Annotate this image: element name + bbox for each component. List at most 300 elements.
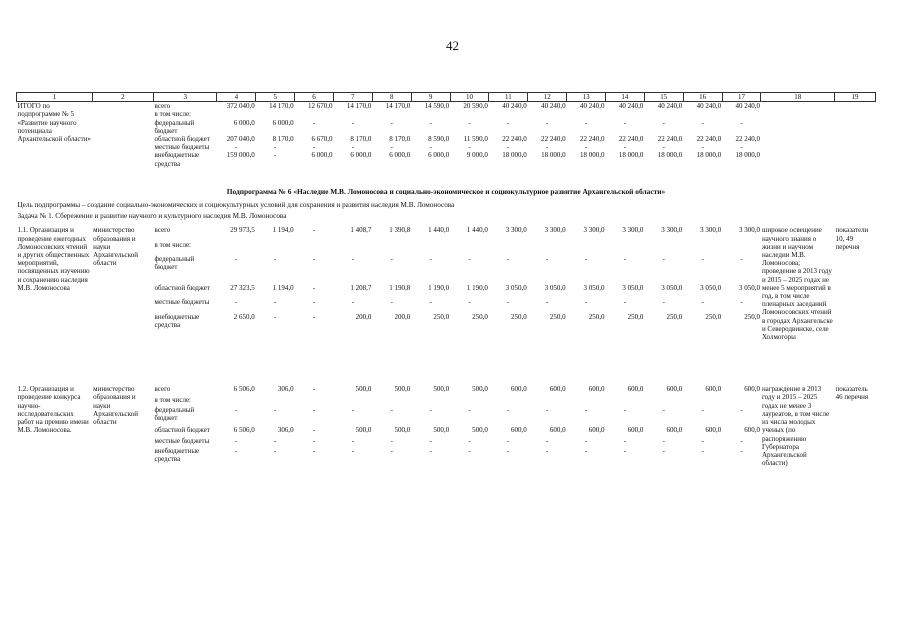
- value-cell: -: [584, 118, 588, 127]
- value-cell: -: [274, 405, 277, 414]
- value-cell: 1 190,8: [389, 283, 411, 292]
- value-cell: -: [274, 151, 277, 160]
- source-cell: внебюджетные средства: [154, 312, 200, 329]
- result-cell: награждение в 2013 году и 2015 – 2025 годах не менее 3 лауреатов, в том числе из числа молодых ученых (по распоряжению Губернатора Архангельской области): [761, 385, 830, 468]
- header-cell: 11: [489, 93, 528, 102]
- value-cell: -: [351, 118, 355, 127]
- value-cell: -: [507, 436, 510, 445]
- value-cell: -: [623, 436, 627, 445]
- value-cell: -: [390, 446, 393, 455]
- value-cell: 1 190,0: [428, 283, 450, 292]
- value-cell: 600,0: [588, 385, 605, 394]
- value-cell: [256, 110, 295, 118]
- value-cell: [683, 241, 722, 255]
- table-row: [17, 102, 876, 111]
- activity-name: 1.2. Организация и проведение конкурса научно-исследовательских работ на премию имени М.В. Ломоносова.: [17, 385, 89, 435]
- activity-name: 1.1. Организация и проведение ежегодных Ломоносовских чтений и других общественных мероприятий, посвященных изучению и сохранению наследия М.В. Ломоносова: [17, 226, 90, 292]
- value-cell: [606, 396, 645, 406]
- source-cell: областной бюджет: [154, 426, 210, 435]
- value-cell: -: [312, 446, 316, 455]
- value-cell: -: [507, 118, 510, 127]
- value-cell: -: [584, 446, 588, 455]
- value-cell: -: [546, 255, 549, 264]
- value-cell: 3 300,0: [622, 226, 644, 235]
- value-cell: -: [429, 446, 432, 455]
- value-cell: 600,0: [744, 385, 760, 394]
- value-cell: [333, 241, 372, 255]
- value-cell: 20 590,0: [463, 102, 488, 111]
- value-cell: -: [623, 446, 627, 455]
- value-cell: [256, 396, 295, 406]
- source-cell: областной бюджет: [154, 283, 210, 292]
- value-cell: -: [274, 436, 277, 445]
- result-cell: широкое освещение научного знания о жизни и научном наследии М.В. Ломоносова; проведение в 2013 году и 2015 – 2025 годах не менее 5 мероприятий в год, в том числе пленарных заседаний Ломоносовских чтений в городах Архангельске и Северодвинске, селе Холмогоры: [761, 226, 833, 342]
- value-cell: [295, 241, 334, 255]
- value-cell: 8 590,0: [428, 135, 450, 144]
- value-cell: 250,0: [433, 312, 450, 321]
- header-cell: 2: [92, 93, 153, 102]
- value-cell: [489, 396, 528, 406]
- value-cell: 6 506,0: [233, 426, 255, 435]
- value-cell: 9 000,0: [466, 151, 488, 160]
- header-cell: 14: [606, 93, 645, 102]
- value-cell: -: [351, 405, 355, 414]
- value-cell: 14 170,0: [269, 102, 294, 111]
- value-cell: 22 240,0: [618, 135, 644, 144]
- value-cell: -: [623, 118, 627, 127]
- value-cell: -: [351, 446, 355, 455]
- value-cell: 306,0: [277, 385, 294, 394]
- value-cell: [644, 110, 683, 118]
- value-cell: 40 240,0: [618, 102, 644, 111]
- value-cell: 500,0: [394, 385, 411, 394]
- value-cell: -: [701, 298, 704, 307]
- value-cell: -: [274, 255, 277, 264]
- value-cell: -: [312, 385, 316, 394]
- value-cell: -: [662, 118, 665, 127]
- value-cell: [295, 110, 334, 118]
- value-cell: -: [701, 118, 704, 127]
- value-cell: -: [507, 405, 510, 414]
- source-cell: в том числе:: [154, 395, 192, 404]
- value-cell: 14 590,0: [424, 102, 450, 111]
- value-cell: 18 000,0: [657, 151, 683, 160]
- header-cell: 19: [835, 93, 876, 102]
- value-cell: -: [584, 436, 588, 445]
- value-cell: 200,0: [355, 312, 372, 321]
- value-cell: 1 194,0: [272, 226, 294, 235]
- value-cell: 40 240,0: [580, 102, 605, 111]
- goal-text-row: [17, 198, 876, 209]
- value-cell: 500,0: [355, 426, 372, 435]
- value-cell: 6 000,0: [233, 118, 255, 127]
- header-cell: 17: [722, 93, 761, 102]
- value-cell: 1 440,0: [428, 226, 450, 235]
- value-cell: -: [468, 436, 471, 445]
- value-cell: 29 973,5: [230, 226, 255, 235]
- value-cell: 1 208,7: [350, 283, 372, 292]
- value-cell: -: [662, 298, 665, 307]
- value-cell: 372 040,0: [226, 102, 255, 111]
- value-cell: -: [429, 405, 432, 414]
- value-cell: 18 000,0: [696, 151, 722, 160]
- value-cell: 600,0: [627, 426, 644, 435]
- value-cell: 500,0: [472, 385, 488, 394]
- value-cell: -: [740, 446, 743, 455]
- value-cell: -: [274, 298, 277, 307]
- value-cell: -: [546, 405, 549, 414]
- header-cell: 1: [17, 93, 93, 102]
- value-cell: 6 670,0: [311, 135, 333, 144]
- value-cell: 500,0: [394, 426, 411, 435]
- page-number: 42: [446, 38, 459, 53]
- value-cell: -: [429, 255, 432, 264]
- value-cell: 6 506,0: [233, 385, 255, 394]
- value-cell: -: [662, 255, 665, 264]
- indicator-cell: показатели 10, 49 перечня: [835, 226, 869, 251]
- value-cell: 3 050,0: [544, 283, 566, 292]
- value-cell: 3 300,0: [505, 226, 527, 235]
- value-cell: [295, 396, 334, 406]
- header-cell: 12: [528, 93, 567, 102]
- value-cell: 8 170,0: [350, 135, 372, 144]
- value-cell: -: [390, 298, 393, 307]
- value-cell: -: [274, 446, 277, 455]
- value-cell: 3 050,0: [505, 283, 527, 292]
- value-cell: -: [235, 436, 238, 445]
- value-cell: -: [546, 298, 549, 307]
- value-cell: -: [740, 255, 743, 264]
- value-cell: -: [623, 298, 627, 307]
- value-cell: 600,0: [549, 385, 566, 394]
- value-cell: -: [507, 143, 510, 152]
- value-cell: [528, 110, 567, 118]
- value-cell: -: [662, 143, 665, 152]
- value-cell: -: [312, 436, 316, 445]
- value-cell: -: [235, 255, 238, 264]
- header-cell: 10: [450, 93, 489, 102]
- value-cell: 600,0: [549, 426, 566, 435]
- value-cell: -: [468, 255, 471, 264]
- value-cell: 40 240,0: [696, 102, 722, 111]
- value-cell: 6 000,0: [272, 118, 294, 127]
- goal-text: Цель подпрограммы – создание социально-экономических и социокультурных условий для сохранения и развития наследия М.В. Ломоносова: [17, 201, 455, 210]
- value-cell: [217, 396, 256, 406]
- value-cell: [567, 110, 606, 118]
- value-cell: 600,0: [705, 385, 722, 394]
- value-cell: -: [701, 143, 704, 152]
- source-cell: в том числе:: [154, 110, 192, 119]
- value-cell: 3 050,0: [583, 283, 605, 292]
- value-cell: 22 240,0: [735, 135, 760, 144]
- value-cell: [683, 396, 722, 406]
- value-cell: [722, 241, 761, 255]
- value-cell: -: [584, 255, 588, 264]
- value-cell: 250,0: [627, 312, 644, 321]
- value-cell: 14 170,0: [346, 102, 372, 111]
- value-cell: [372, 396, 411, 406]
- header-cell: 16: [683, 93, 722, 102]
- source-cell: местные бюджеты: [154, 298, 210, 307]
- value-cell: -: [312, 143, 316, 152]
- value-cell: -: [546, 118, 549, 127]
- value-cell: [644, 396, 683, 406]
- value-cell: [256, 241, 295, 255]
- value-cell: [411, 396, 450, 406]
- value-cell: 40 240,0: [541, 102, 566, 111]
- source-cell: внебюджетные средства: [154, 446, 200, 463]
- source-cell: федеральный бюджет: [154, 118, 195, 135]
- value-cell: -: [546, 436, 549, 445]
- value-cell: 3 300,0: [661, 226, 683, 235]
- source-cell: местные бюджеты: [154, 436, 210, 445]
- indicator-cell: показатель 46 перечня: [835, 385, 869, 402]
- value-cell: 27 323,5: [230, 283, 255, 292]
- header-cell: 8: [372, 93, 411, 102]
- value-cell: -: [351, 436, 355, 445]
- value-cell: -: [584, 405, 588, 414]
- header-cell: 5: [256, 93, 295, 102]
- value-cell: [606, 241, 645, 255]
- value-cell: -: [390, 436, 393, 445]
- value-cell: -: [235, 405, 238, 414]
- value-cell: -: [390, 143, 393, 152]
- value-cell: -: [235, 298, 238, 307]
- value-cell: [450, 396, 489, 406]
- value-cell: 500,0: [433, 385, 450, 394]
- subprogram-title-row: [17, 182, 876, 198]
- value-cell: [411, 110, 450, 118]
- value-cell: 18 000,0: [735, 151, 760, 160]
- value-cell: 3 300,0: [583, 226, 605, 235]
- value-cell: [217, 241, 256, 255]
- value-cell: -: [390, 118, 393, 127]
- value-cell: 8 170,0: [272, 135, 294, 144]
- value-cell: 22 240,0: [541, 135, 566, 144]
- header-cell: 6: [295, 93, 334, 102]
- value-cell: 40 240,0: [735, 102, 760, 111]
- value-cell: [489, 241, 528, 255]
- value-cell: [489, 110, 528, 118]
- header-cell: 4: [217, 93, 256, 102]
- source-cell: всего: [154, 102, 171, 111]
- executor-cell: министерство образования и науки Архангельской области: [93, 226, 138, 268]
- value-cell: -: [546, 446, 549, 455]
- source-cell: федеральный бюджет: [154, 255, 195, 272]
- value-cell: -: [584, 298, 588, 307]
- spacer: [17, 341, 876, 385]
- value-cell: 250,0: [666, 312, 683, 321]
- indicator-cell: [835, 102, 876, 168]
- value-cell: [333, 396, 372, 406]
- value-cell: 22 240,0: [696, 135, 722, 144]
- source-cell: внебюджетные средства: [154, 151, 200, 168]
- value-cell: 18 000,0: [580, 151, 605, 160]
- value-cell: 3 050,0: [661, 283, 683, 292]
- value-cell: 12 670,0: [307, 102, 333, 111]
- value-cell: 600,0: [511, 385, 527, 394]
- source-cell: областной бюджет: [154, 135, 210, 144]
- value-cell: 3 050,0: [700, 283, 722, 292]
- value-cell: 1 440,0: [466, 226, 488, 235]
- value-cell: [528, 396, 567, 406]
- value-cell: 600,0: [511, 426, 527, 435]
- value-cell: 250,0: [744, 312, 760, 321]
- value-cell: -: [351, 255, 355, 264]
- value-cell: -: [623, 255, 627, 264]
- value-cell: 207 040,0: [226, 135, 255, 144]
- value-cell: -: [312, 226, 316, 235]
- budget-table: [16, 92, 876, 467]
- source-cell: в том числе:: [154, 240, 192, 249]
- value-cell: -: [274, 312, 277, 321]
- activity-name: ИТОГО по подпрограмме № 5 «Развитие научного потенциала Архангельской области»: [17, 102, 91, 144]
- value-cell: [372, 241, 411, 255]
- value-cell: -: [740, 436, 743, 445]
- value-cell: -: [468, 118, 471, 127]
- value-cell: [372, 110, 411, 118]
- value-cell: 22 240,0: [580, 135, 605, 144]
- value-cell: 22 240,0: [657, 135, 683, 144]
- value-cell: -: [701, 446, 704, 455]
- value-cell: 3 300,0: [700, 226, 722, 235]
- value-cell: -: [740, 405, 743, 414]
- header-cell: 3: [154, 93, 217, 102]
- value-cell: 11 590,0: [463, 135, 488, 144]
- value-cell: 250,0: [588, 312, 605, 321]
- value-cell: [644, 241, 683, 255]
- value-cell: -: [740, 118, 743, 127]
- value-cell: 8 170,0: [389, 135, 411, 144]
- value-cell: -: [274, 143, 277, 152]
- value-cell: [683, 110, 722, 118]
- value-cell: -: [312, 298, 316, 307]
- spacer-row: [17, 168, 876, 182]
- value-cell: -: [312, 312, 316, 321]
- value-cell: -: [429, 118, 432, 127]
- value-cell: -: [546, 143, 549, 152]
- value-cell: 600,0: [627, 385, 644, 394]
- value-cell: 6 000,0: [389, 151, 411, 160]
- value-cell: 600,0: [666, 426, 683, 435]
- source-cell: всего: [154, 226, 171, 235]
- header-cell: 15: [644, 93, 683, 102]
- value-cell: 500,0: [472, 426, 488, 435]
- value-cell: 3 300,0: [738, 226, 760, 235]
- value-cell: 600,0: [666, 385, 683, 394]
- value-cell: -: [507, 255, 510, 264]
- value-cell: [217, 110, 256, 118]
- value-cell: -: [312, 405, 316, 414]
- value-cell: 200,0: [394, 312, 411, 321]
- value-cell: 600,0: [744, 426, 760, 435]
- value-cell: -: [584, 143, 588, 152]
- value-cell: -: [468, 298, 471, 307]
- value-cell: 6 000,0: [311, 151, 333, 160]
- value-cell: 250,0: [705, 312, 722, 321]
- value-cell: -: [507, 446, 510, 455]
- value-cell: -: [312, 426, 316, 435]
- value-cell: -: [351, 143, 355, 152]
- value-cell: -: [312, 118, 316, 127]
- value-cell: [606, 110, 645, 118]
- value-cell: -: [429, 298, 432, 307]
- value-cell: -: [468, 405, 471, 414]
- value-cell: 14 170,0: [385, 102, 411, 111]
- value-cell: [722, 110, 761, 118]
- value-cell: 1 408,7: [350, 226, 372, 235]
- value-cell: [450, 241, 489, 255]
- header-row: [17, 93, 876, 102]
- value-cell: 6 000,0: [428, 151, 450, 160]
- executor-cell: министерство образования и науки Архангельской области: [93, 385, 138, 427]
- value-cell: 1 194,0: [272, 283, 294, 292]
- value-cell: -: [701, 255, 704, 264]
- value-cell: 40 240,0: [502, 102, 527, 111]
- value-cell: 306,0: [277, 426, 294, 435]
- value-cell: 40 240,0: [657, 102, 683, 111]
- value-cell: 3 050,0: [738, 283, 760, 292]
- value-cell: -: [662, 446, 665, 455]
- value-cell: 18 000,0: [502, 151, 527, 160]
- value-cell: -: [390, 405, 393, 414]
- value-cell: -: [701, 405, 704, 414]
- value-cell: -: [740, 143, 743, 152]
- value-cell: 3 050,0: [622, 283, 644, 292]
- value-cell: -: [429, 143, 432, 152]
- value-cell: [333, 110, 372, 118]
- task-text: Задача № 1. Сбережение и развитие научного и культурного наследия М.В. Ломоносова: [17, 212, 287, 221]
- value-cell: -: [701, 436, 704, 445]
- value-cell: [567, 241, 606, 255]
- result-cell: [761, 102, 835, 168]
- value-cell: 18 000,0: [618, 151, 644, 160]
- value-cell: -: [351, 298, 355, 307]
- spacer-row: [17, 341, 876, 385]
- value-cell: 1 390,8: [389, 226, 411, 235]
- header-cell: 18: [761, 93, 835, 102]
- value-cell: [450, 110, 489, 118]
- value-cell: -: [662, 405, 665, 414]
- value-cell: -: [312, 255, 316, 264]
- value-cell: -: [507, 298, 510, 307]
- value-cell: 22 240,0: [502, 135, 527, 144]
- value-cell: -: [429, 436, 432, 445]
- source-cell: всего: [154, 385, 171, 394]
- value-cell: 2 650,0: [233, 312, 255, 321]
- value-cell: 600,0: [705, 426, 722, 435]
- value-cell: -: [235, 446, 238, 455]
- value-cell: [567, 396, 606, 406]
- task-text-row: [17, 209, 876, 220]
- value-cell: 3 300,0: [544, 226, 566, 235]
- value-cell: 250,0: [472, 312, 488, 321]
- subprogram-title: Подпрограмма № 6 «Наследие М.В. Ломоносова и социально-экономическое и социокультурное развитие Архангельской области»: [226, 186, 666, 196]
- value-cell: 6 000,0: [350, 151, 372, 160]
- value-cell: 500,0: [433, 426, 450, 435]
- header-cell: 7: [333, 93, 372, 102]
- value-cell: -: [468, 143, 471, 152]
- value-cell: -: [623, 405, 627, 414]
- value-cell: 250,0: [511, 312, 527, 321]
- value-cell: [411, 241, 450, 255]
- value-cell: 18 000,0: [541, 151, 566, 160]
- value-cell: -: [235, 143, 238, 152]
- value-cell: -: [623, 143, 627, 152]
- value-cell: 159 000,0: [226, 151, 255, 160]
- executor-cell: [92, 102, 153, 168]
- value-cell: 600,0: [588, 426, 605, 435]
